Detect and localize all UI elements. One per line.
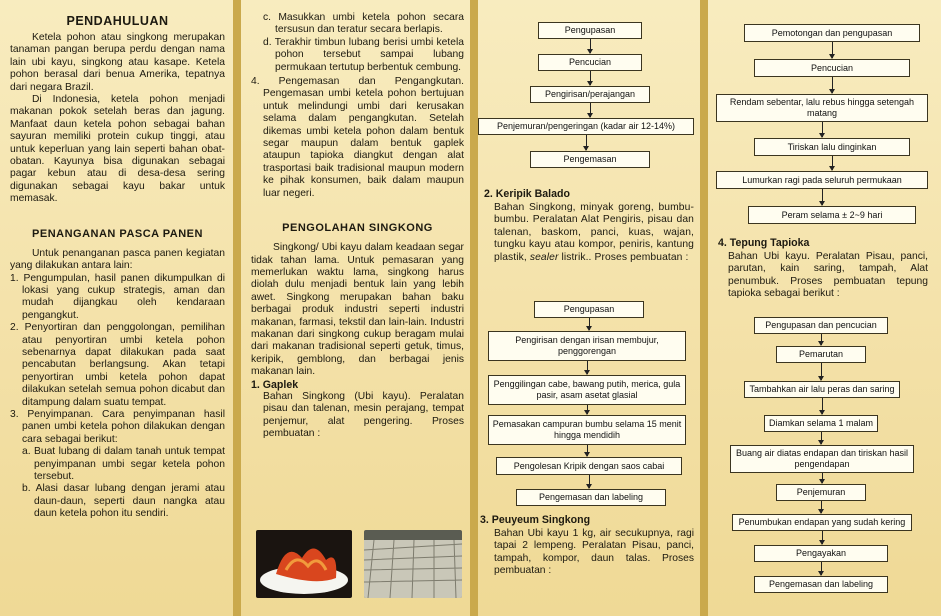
flow-arrow: [832, 77, 833, 93]
post-harvest-intro: Untuk penanganan pasca panen kegiatan yang dilakukan antara lain:: [10, 247, 225, 272]
list-item-3b: b. Alasi dasar lubang dengan jerami atau daun-daun, seperti daun nangka atau daun ketela pohon itu sendiri.: [22, 483, 225, 520]
flow-step: Penjemuran/pengeringan (kadar air 12-14%): [478, 118, 694, 135]
gaplek-drying-photo: [364, 530, 462, 598]
list-item-2: 2. Penyortiran dan penggolongan, pemilihan atau penyortiran umbi ketela pohon sebenarnya dapat dilakukan pada saat pencabutan berlangsung. Akan tetapi penyortiran umbi ketela pohon dapat dilakukan setelah semua pohon dicabut dan ditampung dalam suatu tempat.: [10, 322, 225, 408]
flow-arrow: [832, 156, 833, 170]
keripik-end-text: listrik.. Proses pembuatan :: [558, 251, 689, 263]
list-item-3c: c. Masukkan umbi ketela pohon secara tersusun dan teratur secara berlapis.: [263, 12, 464, 36]
flow-step: Pengayakan: [754, 545, 888, 562]
flow-step: Pengirisan/perajangan: [530, 86, 650, 103]
tepung-paragraph: Bahan Ubi kayu. Peralatan Pisau, panci, parutan, kain saring, tampah, Alat penumbuk. Proses pembuatan tepung tapioka sebagai berikut :: [728, 251, 928, 300]
flow-arrow: [822, 189, 823, 205]
flow-arrow: [821, 562, 822, 575]
list-item-3a: a. Buat lubang di dalam tanah untuk tempat penyimpanan umbi segar ketela pohon tersebut.: [22, 446, 225, 482]
flow-step: Diamkan selama 1 malam: [764, 415, 878, 432]
flow-step: Pengolesan Kripik dengan saos cabai: [496, 457, 682, 475]
list-item-3: 3. Penyimpanan. Cara penyimpanan hasil panen umbi ketela pohon dilakukan dengan cara sebagai berikut:: [10, 408, 225, 445]
section-title-pasca-panen: PENANGANAN PASCA PANEN: [32, 227, 203, 240]
panel-3: [478, 0, 700, 616]
intro-paragraph-1: Ketela pohon atau singkong merupakan tanaman pangan berupa perdu dengan nama lain ubi kayu, singkong atau kasape. Ketela pohon berasal dari benua Amerika, tepatnya dari negara Brazil.: [10, 32, 225, 93]
flow-arrow: [590, 71, 591, 85]
flow-arrow: [587, 361, 588, 374]
flow-step: Peram selama ± 2~9 hari: [748, 206, 916, 224]
section-title-pengolahan: PENGOLAHAN SINGKONG: [282, 222, 433, 235]
flow-arrow: [587, 405, 588, 414]
peuyeum-title: 3. Peuyeum Singkong: [480, 514, 591, 526]
flow-step: Pengupasan dan pencucian: [754, 317, 888, 334]
flow-step: Pemotongan dan pengupasan: [744, 24, 920, 42]
flow-step: Pencucian: [538, 54, 642, 71]
flow-arrow: [821, 501, 822, 513]
list-item-3d: d. Terakhir timbun lubang berisi umbi ketela pohon tersebut sampai lubang permukaan tertutup berbentuk cembung.: [263, 36, 464, 73]
processing-paragraph: Singkong/ Ubi kayu dalam keadaan segar tidak tahan lama. Untuk pemasaran yang memerlukan waktu lama, singkong harus diolah dulu menjadi bentuk lain yang lebih awet. Singkong merupakan bahan baku berbagai produk industri seperti industri makanan, farmasi, tekstil dan lain-lain. Industri makanan dari singkong cukup beragam mulai dari makanan tradisional seperti getuk, timus, keripik, gemblong, dan berbagai jenis makanan lain.: [251, 242, 464, 378]
flow-step: Penjemuran: [776, 484, 866, 501]
balado-chips-photo: [256, 530, 352, 598]
keripik-title: 2. Keripik Balado: [484, 188, 570, 200]
flow-step: Pengemasan dan labeling: [754, 576, 888, 593]
panel-separator: [233, 0, 241, 616]
gaplek-paragraph: Bahan Singkong (Ubi kayu). Peralatan pisau dan talenan, mesin perajang, tempat penjemur, alat pengering. Proses pembuatan :: [263, 390, 464, 440]
flow-arrow: [587, 445, 588, 456]
flow-arrow: [821, 363, 822, 380]
keripik-sealer-text: sealer: [529, 251, 559, 263]
list-item-1: 1. Pengumpulan, hasil panen dikumpulkan di lokasi yang cukup strategis, aman dan mudah dijangkau oleh kendaraan pengangkut.: [10, 272, 225, 321]
flow-arrow: [832, 42, 833, 58]
flow-step: Pengirisan dengan irisan membujur, penggorengan: [488, 331, 686, 361]
flow-arrow: [821, 432, 822, 444]
flow-arrow: [822, 473, 823, 483]
flow-arrow: [590, 39, 591, 53]
flow-step: Lumurkan ragi pada seluruh permukaan: [716, 171, 928, 189]
flow-step: Pengemasan dan labeling: [516, 489, 666, 506]
flow-step: Buang air diatas endapan dan tiriskan hasil pengendapan: [730, 445, 914, 473]
flow-step: Tiriskan lalu dinginkan: [754, 138, 910, 156]
flow-step: Pengemasan: [530, 151, 650, 168]
panel-4: [708, 0, 941, 616]
flow-step: Penumbukan endapan yang sudah kering: [732, 514, 912, 531]
flow-arrow: [589, 475, 590, 488]
flow-arrow: [589, 318, 590, 330]
flow-step: Tambahkan air lalu peras dan saring: [744, 381, 900, 398]
flow-step: Pencucian: [754, 59, 910, 77]
section-title-pendahuluan: PENDAHULUAN: [66, 14, 169, 28]
peuyeum-paragraph: Bahan Ubi kayu 1 kg, air secukupnya, ragi tapai 2 lempeng. Peralatan Pisau, panci, tampah, kompor, daun talas. Proses pembuatan :: [494, 528, 694, 577]
flow-step: Pengupasan: [534, 301, 644, 318]
panel-separator: [700, 0, 708, 616]
flow-step: Rendam sebentar, lalu rebus hingga setengah matang: [716, 94, 928, 122]
flow-arrow: [586, 135, 587, 150]
list-item-4: 4. Pengemasan dan Pengangkutan. Pengemasan umbi ketela pohon bertujuan untuk melindungi umbi dari kerusakan selama dalam pengangkutan. Setelah dikemas umbi ketela pohon dalam bentuk segar maupun dalam bentuk gaplek ataupun tapioka diangkut dengan alat trasportasi baik tradisional maupun modern ke pihak konsumen, baik dalam maupun luar negeri.: [251, 76, 464, 199]
gaplek-title: 1. Gaplek: [251, 378, 299, 391]
panel-1: [0, 0, 233, 616]
panel-separator: [470, 0, 478, 616]
flow-step: Pemasakan campuran bumbu selama 15 menit hingga mendidih: [488, 415, 686, 445]
keripik-text: Bahan Singkong, minyak goreng, bumbu-bumbu. Peralatan Alat Pengiris, pisau dan talenan, baskom, panci, kuas, wajan, tungku kayu atau kompor, peniris, kantung plastik,: [494, 202, 694, 263]
flow-arrow: [822, 122, 823, 137]
panel-2: [241, 0, 470, 616]
flow-step: Penggilingan cabe, bawang putih, merica, gula pasir, asam asetat glasial: [488, 375, 686, 405]
flow-step: Pemarutan: [776, 346, 866, 363]
flow-step: Pengupasan: [538, 22, 642, 39]
keripik-paragraph: [494, 202, 694, 264]
flow-arrow: [590, 103, 591, 117]
intro-paragraph-2: Di Indonesia, ketela pohon menjadi makanan pokok setelah beras dan jagung. Manfaat daun ketela pohon sebagai bahan sayuran memiliki protein cukup tinggi, atau untuk keperluan yang lain seperti bahan obat-obatan. Kayunya bisa digunakan sebagai pagar kebun atau di desa-desa sering digunakan sebagai kayu bakar untuk memasak.: [10, 94, 225, 205]
flow-arrow: [822, 398, 823, 414]
flow-arrow: [821, 334, 822, 345]
flow-arrow: [822, 531, 823, 544]
tepung-title: 4. Tepung Tapioka: [718, 237, 810, 249]
